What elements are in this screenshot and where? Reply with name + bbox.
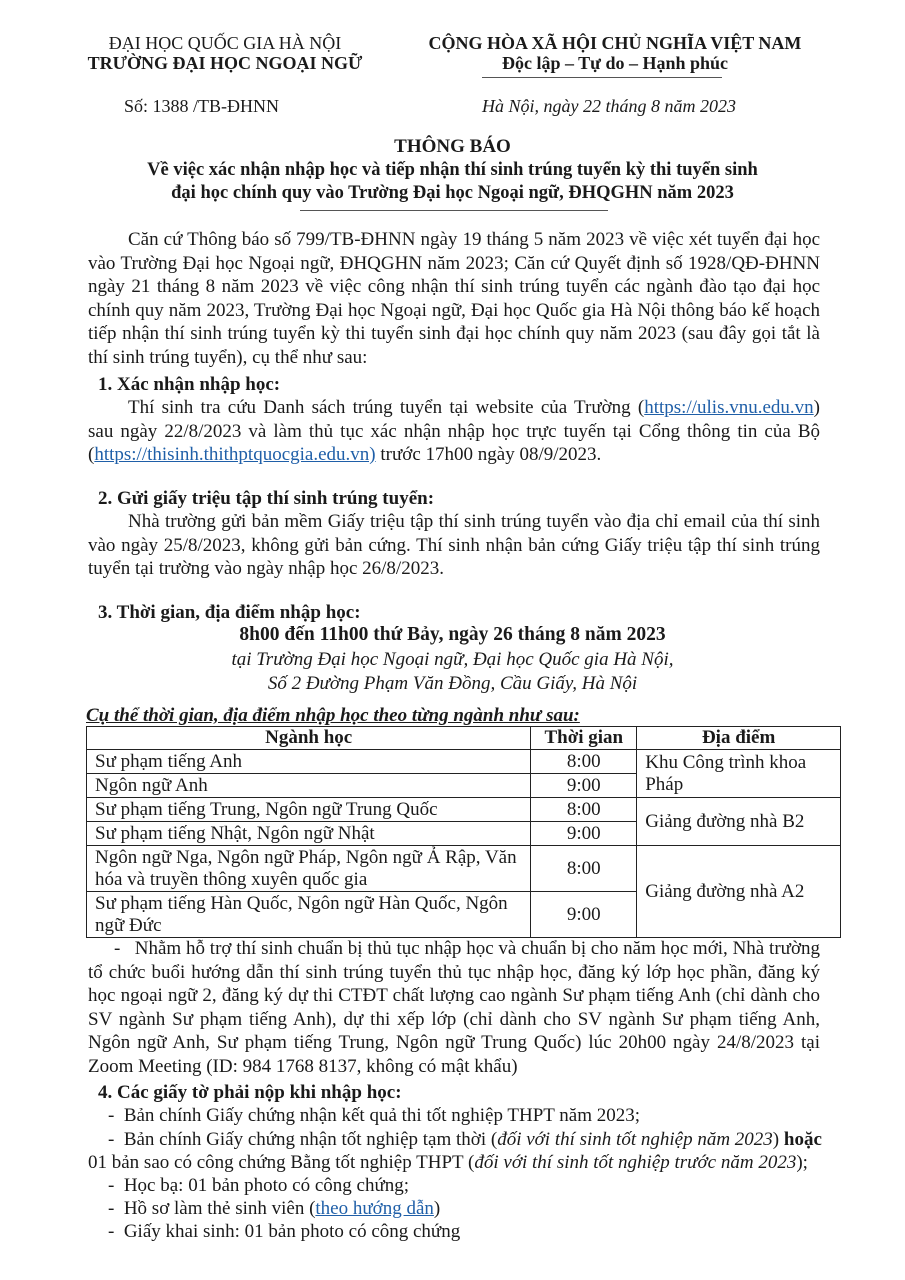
motto-underline bbox=[482, 77, 722, 78]
bullet-dash: - bbox=[114, 938, 135, 959]
ministry-portal-link[interactable]: https://thisinh.thithptquocgia.edu.vn) bbox=[94, 444, 376, 465]
time-cell: 9:00 bbox=[531, 774, 637, 798]
document-item: - Bản chính Giấy chứng nhận kết quả thi tốt nghiệp THPT năm 2023; bbox=[108, 1105, 641, 1126]
document-item-text: Học bạ: 01 bản photo có công chứng; bbox=[123, 1175, 410, 1196]
document-item-text: Hồ sơ làm thẻ sinh viên ( bbox=[123, 1198, 316, 1219]
document-item-or: hoặc bbox=[783, 1129, 822, 1150]
section1-text-a: Thí sinh tra cứu Danh sách trúng tuyển tại website của Trường ( bbox=[128, 397, 645, 418]
admission-place-line1: tại Trường Đại học Ngoại ngữ, Đại học Quốc gia Hà Nội, bbox=[231, 649, 674, 670]
document-item-text: Bản chính Giấy chứng nhận kết quả thi tốt nghiệp THPT năm 2023; bbox=[123, 1105, 641, 1126]
admission-time: 8h00 đến 11h00 thứ Bảy, ngày 26 tháng 8 năm 2023 bbox=[239, 624, 666, 645]
admission-place-line2: Số 2 Đường Phạm Văn Đồng, Cầu Giấy, Hà Nội bbox=[267, 673, 638, 694]
orientation-note-text: Nhằm hỗ trợ thí sinh chuẩn bị thủ tục nhập học và chuẩn bị cho năm học mới, Nhà trường tổ chức buổi hướng dẫn thí sinh trúng tuyển thủ tục nhập học, đăng ký lớp học phần, đăng ký học ngoại ngữ 2, đăng ký dự thi CTĐT chất lượng cao ngành Sư phạm tiếng Anh (chỉ dành cho SV ngành Sư phạm tiếng Anh), dự thi xếp lớp (chỉ dành cho SV ngành Sư phạm tiếng Anh, Ngôn ngữ Anh, Sư phạm tiếng Trung, Ngôn ngữ Trung Quốc) lúc 20h00 ngày 24/8/2023 tại Zoom Meeting (ID: 984 1768 8137, không có mật khẩu) bbox=[88, 938, 821, 1077]
document-item-text: ) bbox=[772, 1129, 784, 1150]
nation-motto: Độc lập – Tự do – Hạnh phúc bbox=[501, 53, 729, 73]
document-item-text: 01 bản sao có công chứng Bằng tốt nghiệp THPT ( bbox=[88, 1152, 475, 1173]
document-item: - Học bạ: 01 bản photo có công chứng; bbox=[108, 1175, 410, 1196]
orientation-note bbox=[88, 937, 820, 1078]
document-number: Số: 1388 /TB-ĐHNN bbox=[124, 96, 280, 116]
header-time: Thời gian bbox=[531, 727, 637, 750]
document-date: Hà Nội, ngày 22 tháng 8 năm 2023 bbox=[482, 96, 736, 116]
major-cell: Ngôn ngữ Anh bbox=[87, 774, 531, 798]
nation-title: CỘNG HÒA XÃ HỘI CHỦ NGHĨA VIỆT NAM bbox=[428, 33, 802, 53]
section1-heading: 1. Xác nhận nhập học: bbox=[98, 374, 281, 395]
document-item-text: ); bbox=[796, 1152, 808, 1173]
section2-heading: 2. Gửi giấy triệu tập thí sinh trúng tuyển: bbox=[98, 488, 435, 509]
schedule-table bbox=[86, 726, 841, 938]
time-cell: 9:00 bbox=[531, 892, 637, 938]
document-item: - Bản chính Giấy chứng nhận tốt nghiệp tạm thời (đối với thí sinh tốt nghiệp năm 2023) hoặc bbox=[108, 1129, 822, 1150]
time-cell: 8:00 bbox=[531, 798, 637, 822]
table-row bbox=[87, 750, 841, 774]
section1-paragraph bbox=[88, 396, 820, 467]
header-place: Địa điểm bbox=[637, 727, 841, 750]
agency-name: ĐẠI HỌC QUỐC GIA HÀ NỘI bbox=[108, 33, 342, 53]
intro-paragraph: Căn cứ Thông báo số 799/TB-ĐHNN ngày 19 tháng 5 năm 2023 về việc xét tuyển đại học vào Trường Đại học Ngoại ngữ, ĐHQGHN năm 2023; Căn cứ Quyết định số 1928/QĐ-ĐHNN ngày 21 tháng 8 năm 2023 về việc công nhận thí sinh trúng tuyển các ngành đào tạo đại học chính quy năm 2023, Trường Đại học Ngoại ngữ, Đại học Quốc gia Hà Nội thông báo kế hoạch tiếp nhận thí sinh trúng tuyển kỳ thi tuyển sinh đại học chính quy năm 2023 (sau đây gọi tắt là thí sinh trúng tuyển), cụ thể như sau: bbox=[88, 229, 820, 368]
document-item-text: ) bbox=[433, 1198, 441, 1219]
document-title: THÔNG BÁO bbox=[394, 136, 511, 157]
student-card-guide-link[interactable]: theo hướng dẫn bbox=[315, 1198, 434, 1219]
section3-heading: 3. Thời gian, địa điểm nhập học: bbox=[98, 602, 361, 623]
section1-text-c: trước 17h00 ngày 08/9/2023. bbox=[375, 444, 602, 465]
table-row bbox=[87, 846, 841, 892]
document-item-continued bbox=[88, 1151, 808, 1175]
document-item: - Giấy khai sinh: 01 bản photo có công chứng bbox=[108, 1221, 461, 1242]
major-cell: Sư phạm tiếng Anh bbox=[87, 750, 531, 774]
document-item-text: Bản chính Giấy chứng nhận tốt nghiệp tạm thời ( bbox=[123, 1129, 498, 1150]
document-subtitle-line1: Về việc xác nhận nhập học và tiếp nhận thí sinh trúng tuyển kỳ thi tuyển sinh bbox=[147, 160, 758, 180]
section2-paragraph: Nhà trường gửi bản mềm Giấy triệu tập thí sinh trúng tuyển vào địa chỉ email của thí sinh vào ngày 25/8/2023, không gửi bản cứng. Thí sinh nhận bản cứng Giấy triệu tập thí sinh trúng tuyển tại trường vào ngày nhập học 26/8/2023. bbox=[88, 511, 820, 579]
place-cell: Khu Công trình khoa Pháp bbox=[637, 750, 841, 798]
document-item-note: đối với thí sinh tốt nghiệp trước năm 2023 bbox=[474, 1152, 797, 1173]
table-row bbox=[87, 798, 841, 822]
major-cell: Ngôn ngữ Nga, Ngôn ngữ Pháp, Ngôn ngữ Ả Rập, Văn hóa và truyền thông xuyên quốc gia bbox=[87, 846, 531, 892]
time-cell: 8:00 bbox=[531, 846, 637, 892]
document-subtitle-line2: đại học chính quy vào Trường Đại học Ngoại ngữ, ĐHQGHN năm 2023 bbox=[171, 183, 734, 203]
university-website-link[interactable]: https://ulis.vnu.edu.vn bbox=[644, 397, 814, 418]
time-cell: 8:00 bbox=[531, 750, 637, 774]
document-item-text: Giấy khai sinh: 01 bản photo có công chứng bbox=[123, 1221, 461, 1242]
schedule-table-caption: Cụ thể thời gian, địa điểm nhập học theo từng ngành như sau: bbox=[86, 705, 580, 726]
time-cell: 9:00 bbox=[531, 822, 637, 846]
major-cell: Sư phạm tiếng Hàn Quốc, Ngôn ngữ Hàn Quốc, Ngôn ngữ Đức bbox=[87, 892, 531, 938]
document-item-note: đối với thí sinh tốt nghiệp năm 2023 bbox=[497, 1129, 773, 1150]
place-cell: Giảng đường nhà B2 bbox=[637, 798, 841, 846]
section4-heading: 4. Các giấy tờ phải nộp khi nhập học: bbox=[98, 1082, 402, 1103]
title-underline bbox=[300, 210, 608, 211]
header-major: Ngành học bbox=[87, 727, 531, 750]
major-cell: Sư phạm tiếng Trung, Ngôn ngữ Trung Quốc bbox=[87, 798, 531, 822]
document-item: - Hồ sơ làm thẻ sinh viên (theo hướng dẫn) bbox=[108, 1198, 441, 1219]
school-name: TRƯỜNG ĐẠI HỌC NGOẠI NGỮ bbox=[87, 53, 363, 73]
section1-text-b: ) sau ngày 22/8/2023 và làm thủ tục xác nhận nhập học trực tuyến tại Cổng thông tin của Bộ ( bbox=[88, 397, 820, 465]
place-cell: Giảng đường nhà A2 bbox=[637, 846, 841, 938]
major-cell: Sư phạm tiếng Nhật, Ngôn ngữ Nhật bbox=[87, 822, 531, 846]
